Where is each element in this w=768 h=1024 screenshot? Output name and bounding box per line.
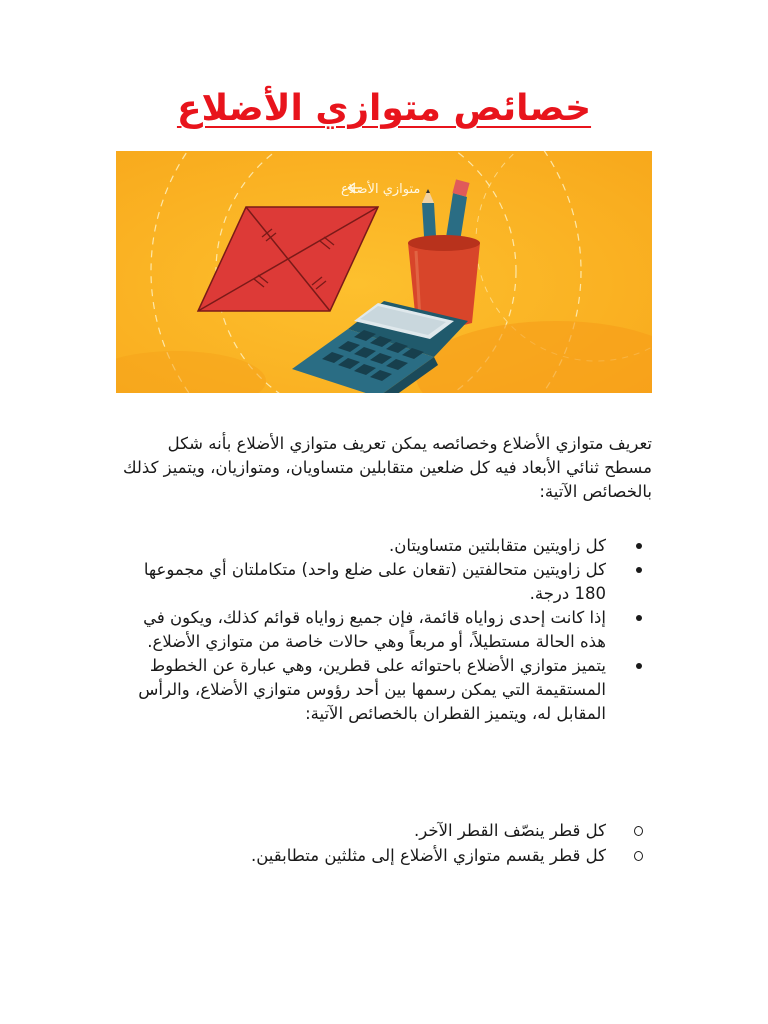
hero-label-group (341, 180, 420, 197)
intro-paragraph: تعريف متوازي الأضلاع وخصائصه يمكن تعريف متوازي الأضلاع بأنه شكل مسطح ثنائي الأبعاد فيه كل ضلعين متقابلين متساويان، ومتوازيان، ويتميز كذلك بالخصائص الآتية: (122, 434, 652, 501)
sub-list-item-text: كل قطر ينصّف القطر الآخر. (414, 821, 606, 840)
hero-label: متوازي الأضلاع (341, 182, 421, 197)
bullet-icon (636, 663, 642, 669)
list-item (116, 534, 652, 558)
diagonal-properties-list (116, 818, 652, 868)
hero-illustration (116, 151, 652, 393)
hollow-bullet-icon (634, 851, 643, 861)
bullet-icon (636, 567, 642, 573)
list-item (116, 558, 652, 606)
bullet-icon (636, 615, 642, 621)
bullet-icon (636, 543, 642, 549)
page-title: خصائص متوازي الأضلاع (176, 88, 592, 129)
sub-list-item (116, 843, 652, 868)
sub-list-item (116, 818, 652, 843)
properties-list (116, 534, 652, 726)
list-item-text: كل زاويتين متقابلتين متساويتان. (389, 536, 606, 555)
list-item-text: كل زاويتين متحالفتين (تقعان على ضلع واحد) متكاملتان أي مجموعها 180 درجة. (143, 560, 606, 603)
sub-list-item-text: كل قطر يقسم متوازي الأضلاع إلى مثلثين متطابقين. (251, 846, 606, 865)
list-item (116, 606, 652, 654)
list-item-text: يتميز متوازي الأضلاع باحتوائه على قطرين، وهي عبارة عن الخطوط المستقيمة التي يمكن رسمها بين أحد رؤوس متوازي الأضلاع، والرأس المقابل له، ويتميز القطران بالخصائص الآتية: (138, 656, 606, 723)
list-item (116, 654, 652, 726)
hollow-bullet-icon (634, 826, 643, 836)
list-item-text: إذا كانت إحدى زواياه قائمة، فإن جميع زواياه قوائم كذلك، ويكون في هذه الحالة مستطيلاً، أو مربعاً وهي حالات خاصة من متوازي الأضلاع. (143, 608, 606, 651)
